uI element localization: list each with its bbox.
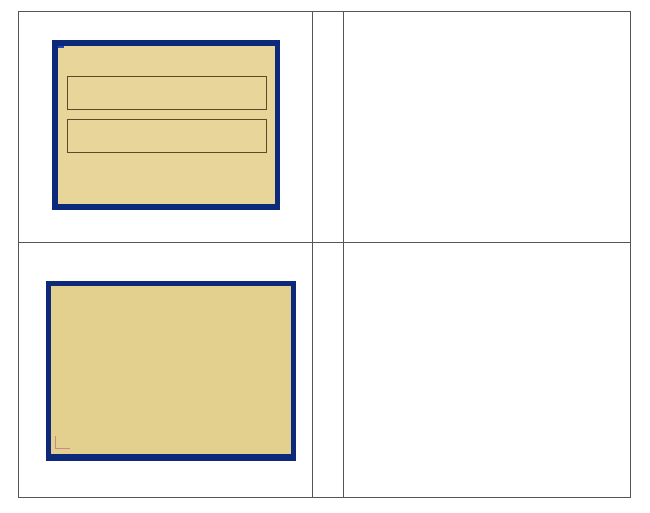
status-bar (60, 192, 78, 200)
table-divider-1 (312, 11, 313, 498)
corner-mark (55, 436, 70, 449)
table-divider-2 (343, 11, 344, 498)
serial-number-badge (58, 46, 64, 48)
status-screen-photo (52, 40, 280, 210)
password-screen (51, 286, 291, 454)
alarm-count-box (67, 119, 267, 153)
password-screen-photo (46, 281, 296, 461)
table-row-divider (18, 242, 631, 243)
zone-led-indicators (94, 163, 254, 167)
pass-count-box (67, 76, 267, 110)
status-screen (58, 46, 275, 204)
